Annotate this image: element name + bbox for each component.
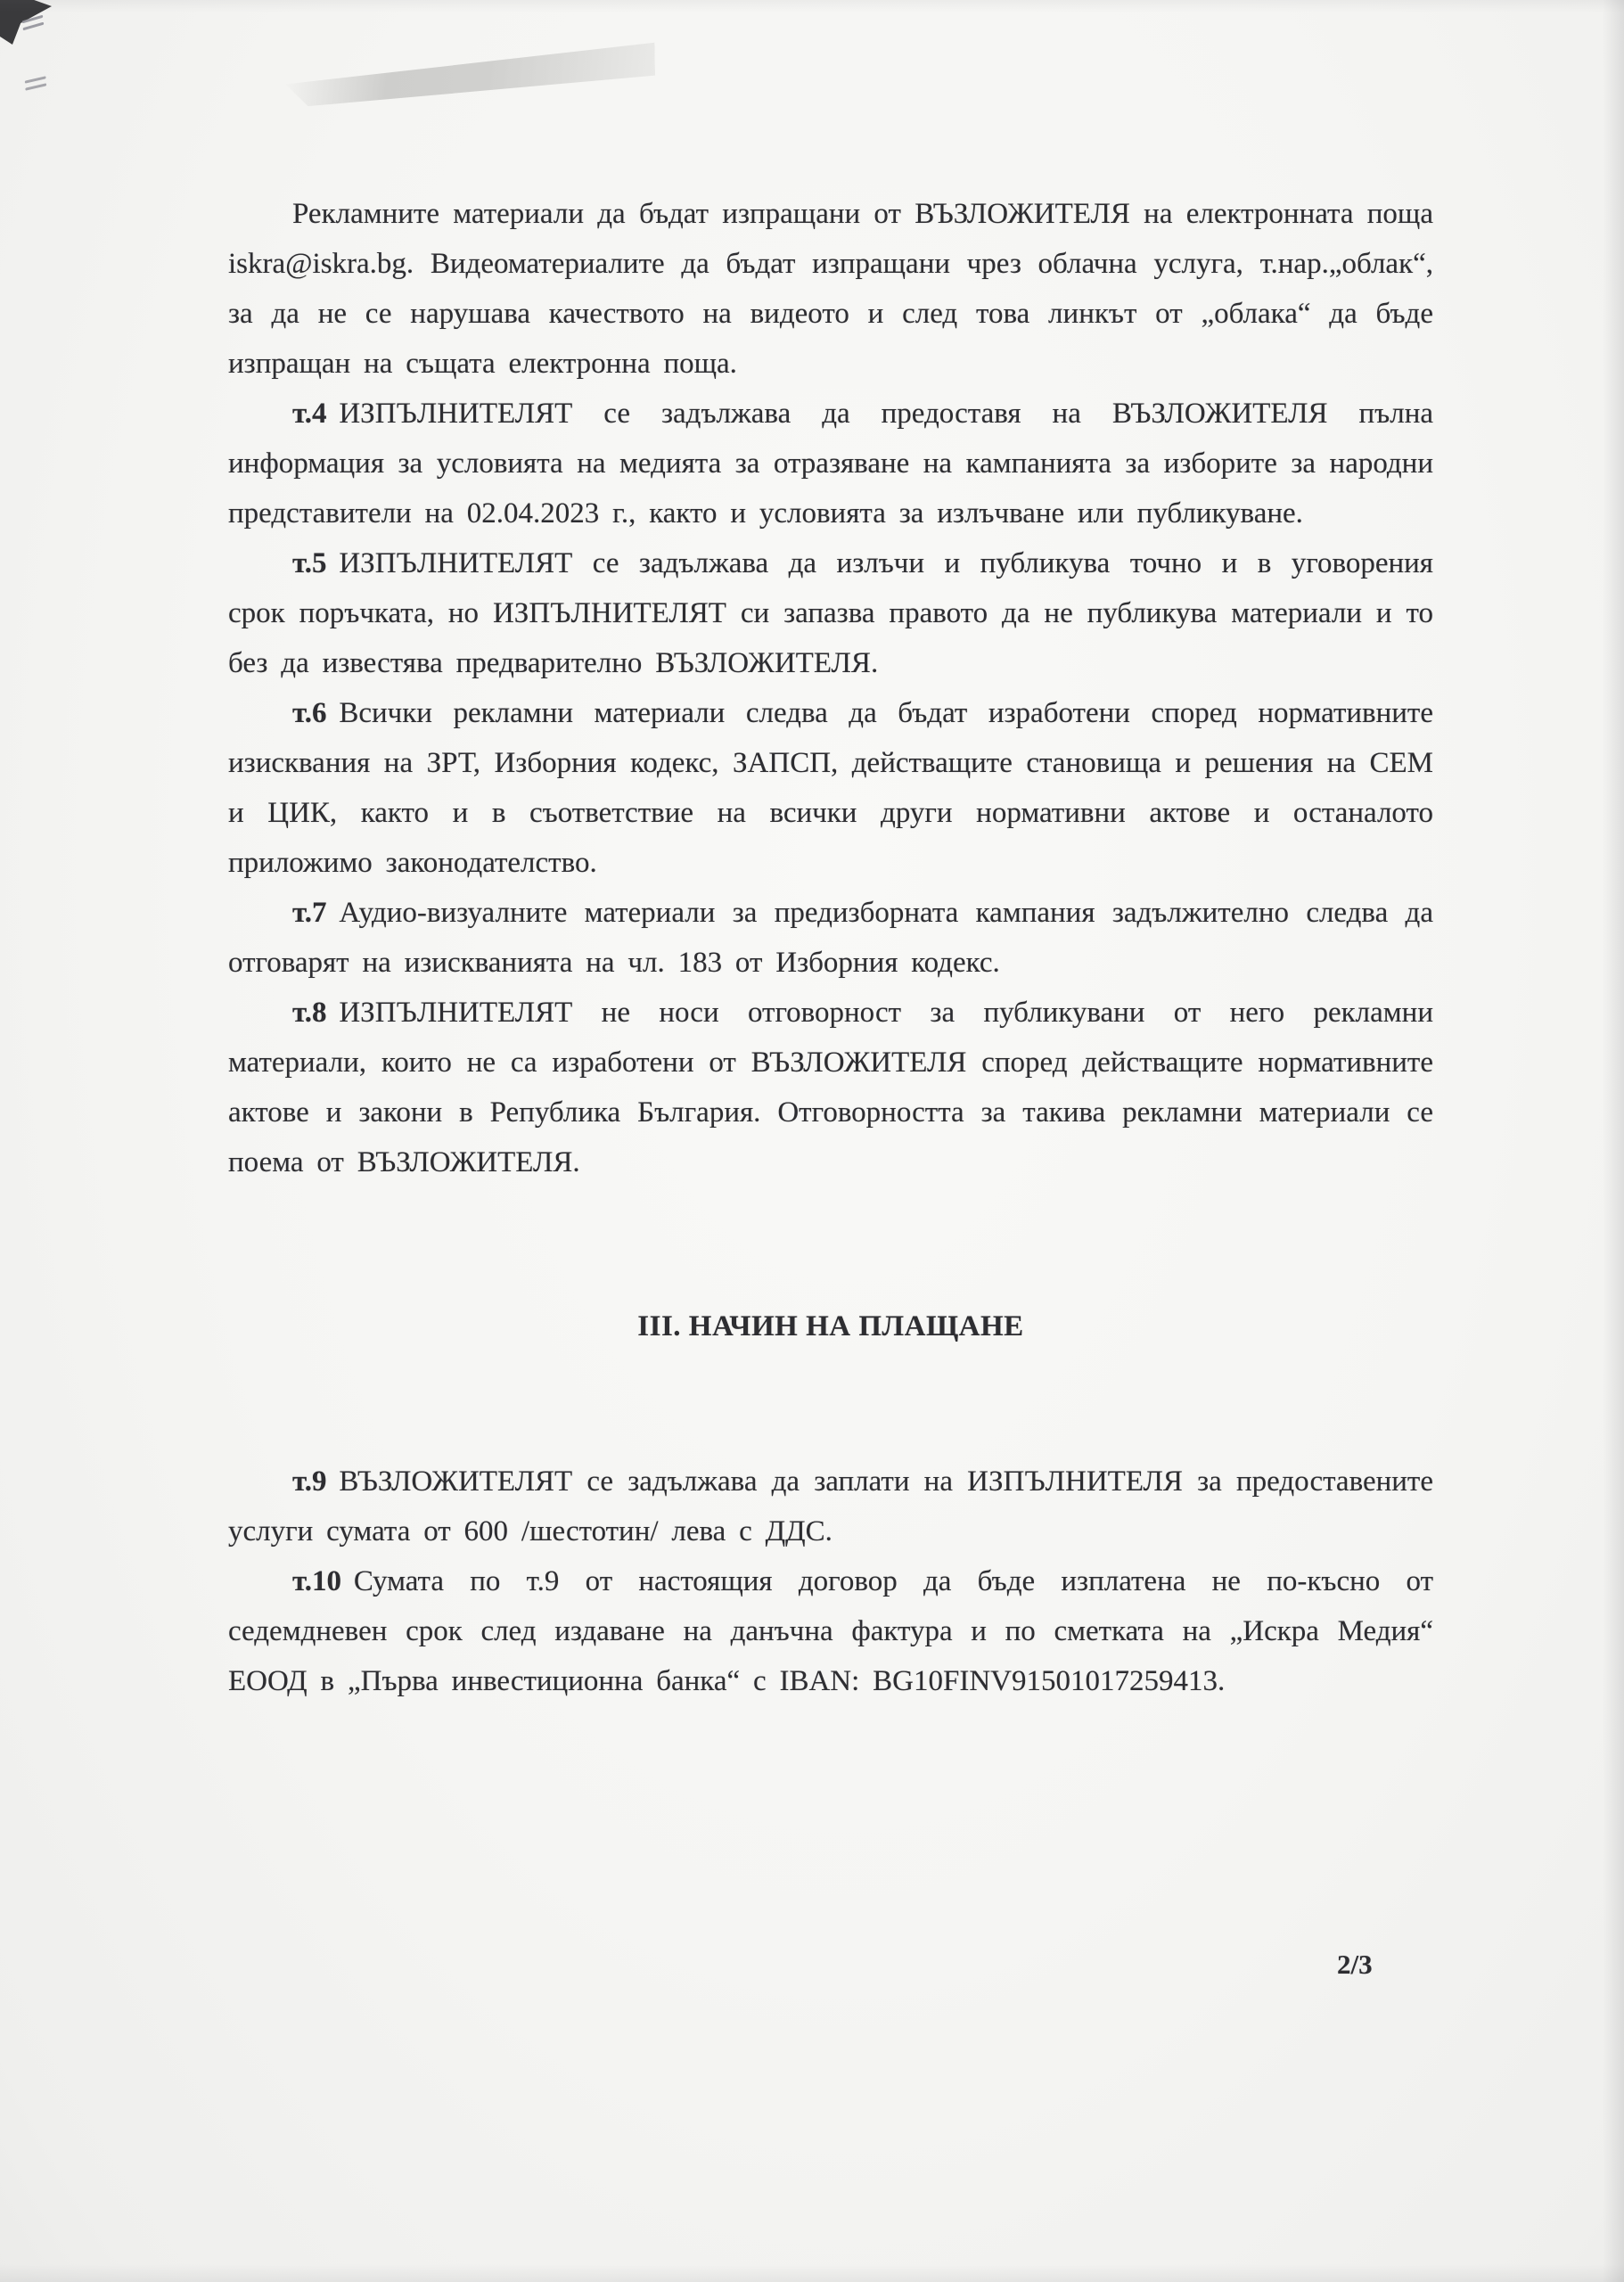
contract-body [228,189,1433,1706]
clause-text: ВЪЗЛОЖИТЕЛЯТ се задължава да заплати на ИЗПЪЛНИТЕЛЯ за предоставените услуги сумата от 600 /шестотин/ лева с ДДС. [228,1465,1433,1547]
clause-t10 [228,1556,1433,1706]
clause-label: т.8 [292,997,327,1029]
clause-text: ИЗПЪЛНИТЕЛЯТ не носи отговорност за публикувани от него рекламни материали, които не са изработени от ВЪЗЛОЖИТЕЛЯ според действащите нормативните актове и закони в Република България. Отговорността за такива рекламни материали се поема от ВЪЗЛОЖИТЕЛЯ. [228,997,1433,1178]
scan-artifact-fold-shadow [284,41,655,106]
clause-t5 [228,538,1433,688]
clause-t8 [228,988,1433,1187]
scan-edge-shade-right [1603,0,1624,2282]
page-number: 2/3 [1337,1949,1373,1980]
clause-text: Аудио-визуалните материали за предизборната кампания задължително следва да отговарят на изискванията на чл. 183 от Изборния кодекс. [228,897,1433,979]
clause-t7 [228,888,1433,988]
clause-text: Рекламните материали да бъдат изпращани от ВЪЗЛОЖИТЕЛЯ на електронната поща iskra@iskra.bg. Видеоматериалите да бъдат изпращани чрез облачна услуга, т.нар.„облак“, за да не се нарушава качеството на видеото и след това линкът от „облака“ да бъде изпращан на същата електронна поща. [228,198,1433,380]
clause-label: т.9 [292,1465,327,1498]
section-heading-payment: III. НАЧИН НА ПЛАЩАНЕ [637,1310,1024,1342]
scan-edge-shade-bottom [0,2264,1624,2282]
clause-t6 [228,688,1433,888]
clause-text: Сумата по т.9 от настоящия договор да бъде изплатена не по-късно от седемдневен срок след издаване на данъчна фактура и по сметката на „Искра Медия“ ЕООД в „Първа инвестиционна банка“ с IBAN: BG10FINV91501017259413. [228,1565,1433,1697]
paragraph-sending-materials [228,189,1433,389]
clause-label: т.5 [292,547,327,579]
clause-t4 [228,389,1433,538]
clause-text: ИЗПЪЛНИТЕЛЯТ се задължава да предоставя на ВЪЗЛОЖИТЕЛЯ пълна информация за условията на медията за отразяване на кампанията за изборите за народни представители на 02.04.2023 г., както и условията за излъчване или публикуване. [228,398,1433,529]
clause-label: т.6 [292,697,327,729]
clause-t9 [228,1457,1433,1556]
clause-label: т.4 [292,398,327,430]
clause-label: т.10 [292,1565,341,1597]
clause-text: ИЗПЪЛНИТЕЛЯТ се задължава да излъчи и публикува точно и в уговорения срок поръчката, но ИЗПЪЛНИТЕЛЯТ си запазва правото да не публикува материали и то без да известява предварително ВЪЗЛОЖИТЕЛЯ. [228,547,1433,679]
scan-speck [21,17,44,30]
clause-label: т.7 [292,897,327,929]
scan-speck [25,78,47,90]
clause-text: Всички рекламни материали следва да бъдат изработени според нормативните изисквания на ЗРТ, Изборния кодекс, ЗАПСП, действащите становища и решения на СЕМ и ЦИК, както и в съответствие на всички други нормативни актове и останалото приложимо законодателство. [228,697,1433,879]
scan-edge-shade-top [0,0,1624,12]
